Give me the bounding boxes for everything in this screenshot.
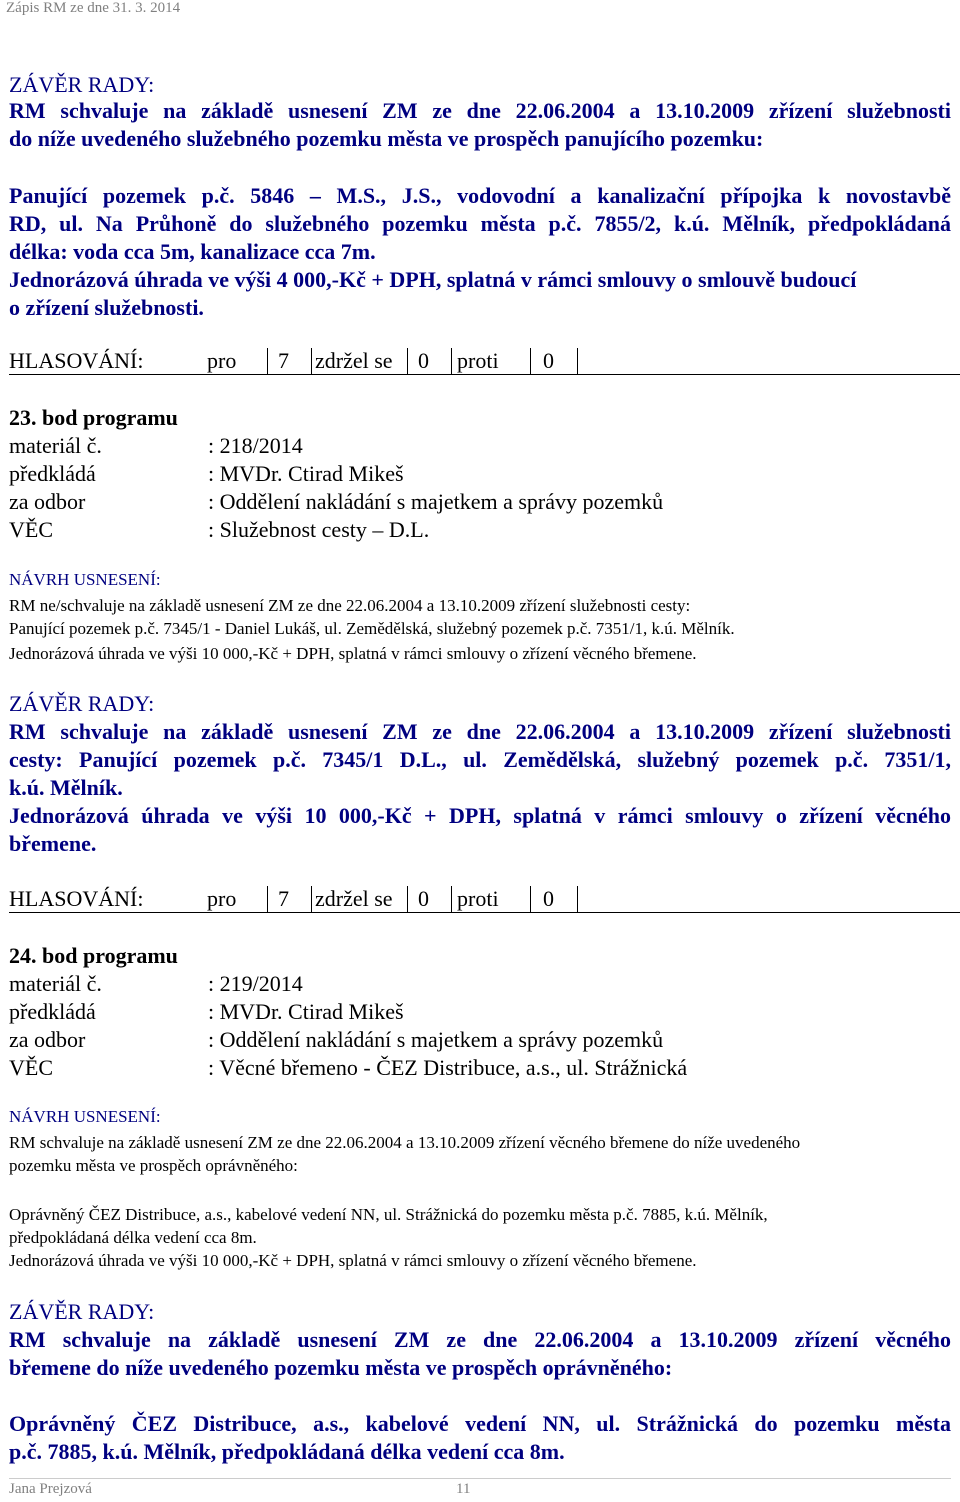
vote-proti-box [530, 348, 578, 374]
zaver-line: RM schvaluje na základě usnesení ZM ze dne 22.06.2004 a 13.10.2009 zřízení služebnosti [9, 98, 951, 123]
page-number: 11 [456, 1481, 471, 1497]
zaver-line: délka: voda cca 5m, kanalizace cca 7m. [9, 239, 376, 264]
material-label: materiál č. [9, 971, 102, 996]
zaver-line: břemene do níže uvedeného pozemku města ve prospěch oprávněného: [9, 1355, 673, 1380]
zaver-heading-top: ZÁVĚR RADY: [9, 72, 155, 97]
material-value: : 218/2014 [208, 433, 303, 458]
predklada-value: : MVDr. Ctirad Mikeš [208, 461, 404, 486]
vote-zdrzel-label: zdržel se [315, 348, 393, 373]
zaver-line: Panující pozemek p.č. 5846 – M.S., J.S., vodovodní a kanalizační přípojka k novostavbě [9, 183, 951, 208]
vote-pro-box [267, 886, 312, 912]
zaver-line: Jednorázová úhrada ve výši 4 000,-Kč + DPH, splatná v rámci smlouvy o smlouvě budoucí [9, 267, 857, 292]
navrh-line: RM schvaluje na základě usnesení ZM ze dne 22.06.2004 a 13.10.2009 zřízení věcného břemene do níže uvedeného [9, 1133, 801, 1152]
navrh-line: Oprávněný ČEZ Distribuce, a.s., kabelové vedení NN, ul. Strážnická do pozemku města p.č. 7885, k.ú. Mělník, [9, 1205, 768, 1224]
vote-proti-label: proti [457, 886, 499, 911]
vote-zdrzel-box [407, 886, 452, 912]
zaver-line: RM schvaluje na základě usnesení ZM ze dne 22.06.2004 a 13.10.2009 zřízení věcného [9, 1327, 951, 1352]
zaver-line: cesty: Panující pozemek p.č. 7345/1 D.L., ul. Zemědělská, služebný pozemek p.č. 7351/1, [9, 747, 951, 772]
vote-pro-value: 7 [278, 886, 289, 911]
odbor-label: za odbor [9, 1027, 86, 1052]
odbor-value: : Oddělení nakládání s majetkem a správy pozemků [208, 489, 664, 514]
footer-rule [9, 1478, 951, 1479]
navrh-line: pozemku města ve prospěch oprávněného: [9, 1156, 298, 1175]
vote-proti-value: 0 [543, 886, 554, 911]
zaver-line: o zřízení služebnosti. [9, 295, 204, 320]
zaver-line: Jednorázová úhrada ve výši 10 000,-Kč + DPH, splatná v rámci smlouvy o zřízení věcného [9, 803, 951, 828]
zaver-line: k.ú. Mělník. [9, 775, 123, 800]
vec-value: : Služebnost cesty – D.L. [208, 517, 430, 542]
footer-author: Jana Prejzová [9, 1481, 92, 1497]
vec-label: VĚC [9, 1055, 53, 1080]
material-value: : 219/2014 [208, 971, 303, 996]
navrh-heading: NÁVRH USNESENÍ: [9, 570, 161, 589]
vote-zdrzel-box [407, 348, 452, 374]
navrh-heading: NÁVRH USNESENÍ: [9, 1107, 161, 1126]
vec-value: : Věcné břemeno - ČEZ Distribuce, a.s., ul. Strážnická [208, 1055, 688, 1080]
zaver-line: břemene. [9, 831, 97, 856]
vote-zdrzel-label: zdržel se [315, 886, 393, 911]
predklada-label: předkládá [9, 461, 96, 486]
odbor-label: za odbor [9, 489, 86, 514]
vote-row [9, 886, 960, 913]
vote-proti-value: 0 [543, 348, 554, 373]
navrh-line: Panující pozemek p.č. 7345/1 - Daniel Lukáš, ul. Zemědělská, služebný pozemek p.č. 7351/1, k.ú. Mělník. [9, 619, 735, 638]
zaver-line: RM schvaluje na základě usnesení ZM ze dne 22.06.2004 a 13.10.2009 zřízení služebnosti [9, 719, 951, 744]
vote-title: HLASOVÁNÍ: [9, 348, 144, 373]
vote-zdrzel-value: 0 [418, 348, 429, 373]
vote-pro-label: pro [207, 348, 237, 373]
material-label: materiál č. [9, 433, 102, 458]
navrh-line: Jednorázová úhrada ve výši 10 000,-Kč + DPH, splatná v rámci smlouvy o zřízení věcného břemene. [9, 644, 697, 663]
vote-zdrzel-value: 0 [418, 886, 429, 911]
vote-pro-label: pro [207, 886, 237, 911]
navrh-line: Jednorázová úhrada ve výši 10 000,-Kč + DPH, splatná v rámci smlouvy o zřízení věcného břemene. [9, 1251, 697, 1270]
zaver-heading: ZÁVĚR RADY: [9, 691, 155, 716]
vote-pro-value: 7 [278, 348, 289, 373]
item24-title: 24. bod programu [9, 943, 178, 968]
vote-proti-box [530, 886, 578, 912]
predklada-label: předkládá [9, 999, 96, 1024]
vote-row [9, 348, 960, 375]
vote-pro-box [267, 348, 312, 374]
zaver-line: Oprávněný ČEZ Distribuce, a.s., kabelové vedení NN, ul. Strážnická do pozemku města [9, 1411, 951, 1436]
zaver-line: p.č. 7885, k.ú. Mělník, předpokládaná délka vedení cca 8m. [9, 1439, 565, 1464]
vec-label: VĚC [9, 517, 53, 542]
predklada-value: : MVDr. Ctirad Mikeš [208, 999, 404, 1024]
zaver-line: do níže uvedeného služebného pozemku města ve prospěch panujícího pozemku: [9, 126, 764, 151]
vote-proti-label: proti [457, 348, 499, 373]
item23-title: 23. bod programu [9, 405, 178, 430]
odbor-value: : Oddělení nakládání s majetkem a správy pozemků [208, 1027, 664, 1052]
zaver-line: RD, ul. Na Průhoně do služebného pozemku města p.č. 7855/2, k.ú. Mělník, předpokládaná [9, 211, 951, 236]
vote-title: HLASOVÁNÍ: [9, 886, 144, 911]
zaver-heading: ZÁVĚR RADY: [9, 1299, 155, 1324]
page-header: Zápis RM ze dne 31. 3. 2014 [6, 0, 181, 16]
navrh-line: předpokládaná délka vedení cca 8m. [9, 1228, 257, 1247]
navrh-line: RM ne/schvaluje na základě usnesení ZM ze dne 22.06.2004 a 13.10.2009 zřízení služebnosti cesty: [9, 596, 691, 615]
